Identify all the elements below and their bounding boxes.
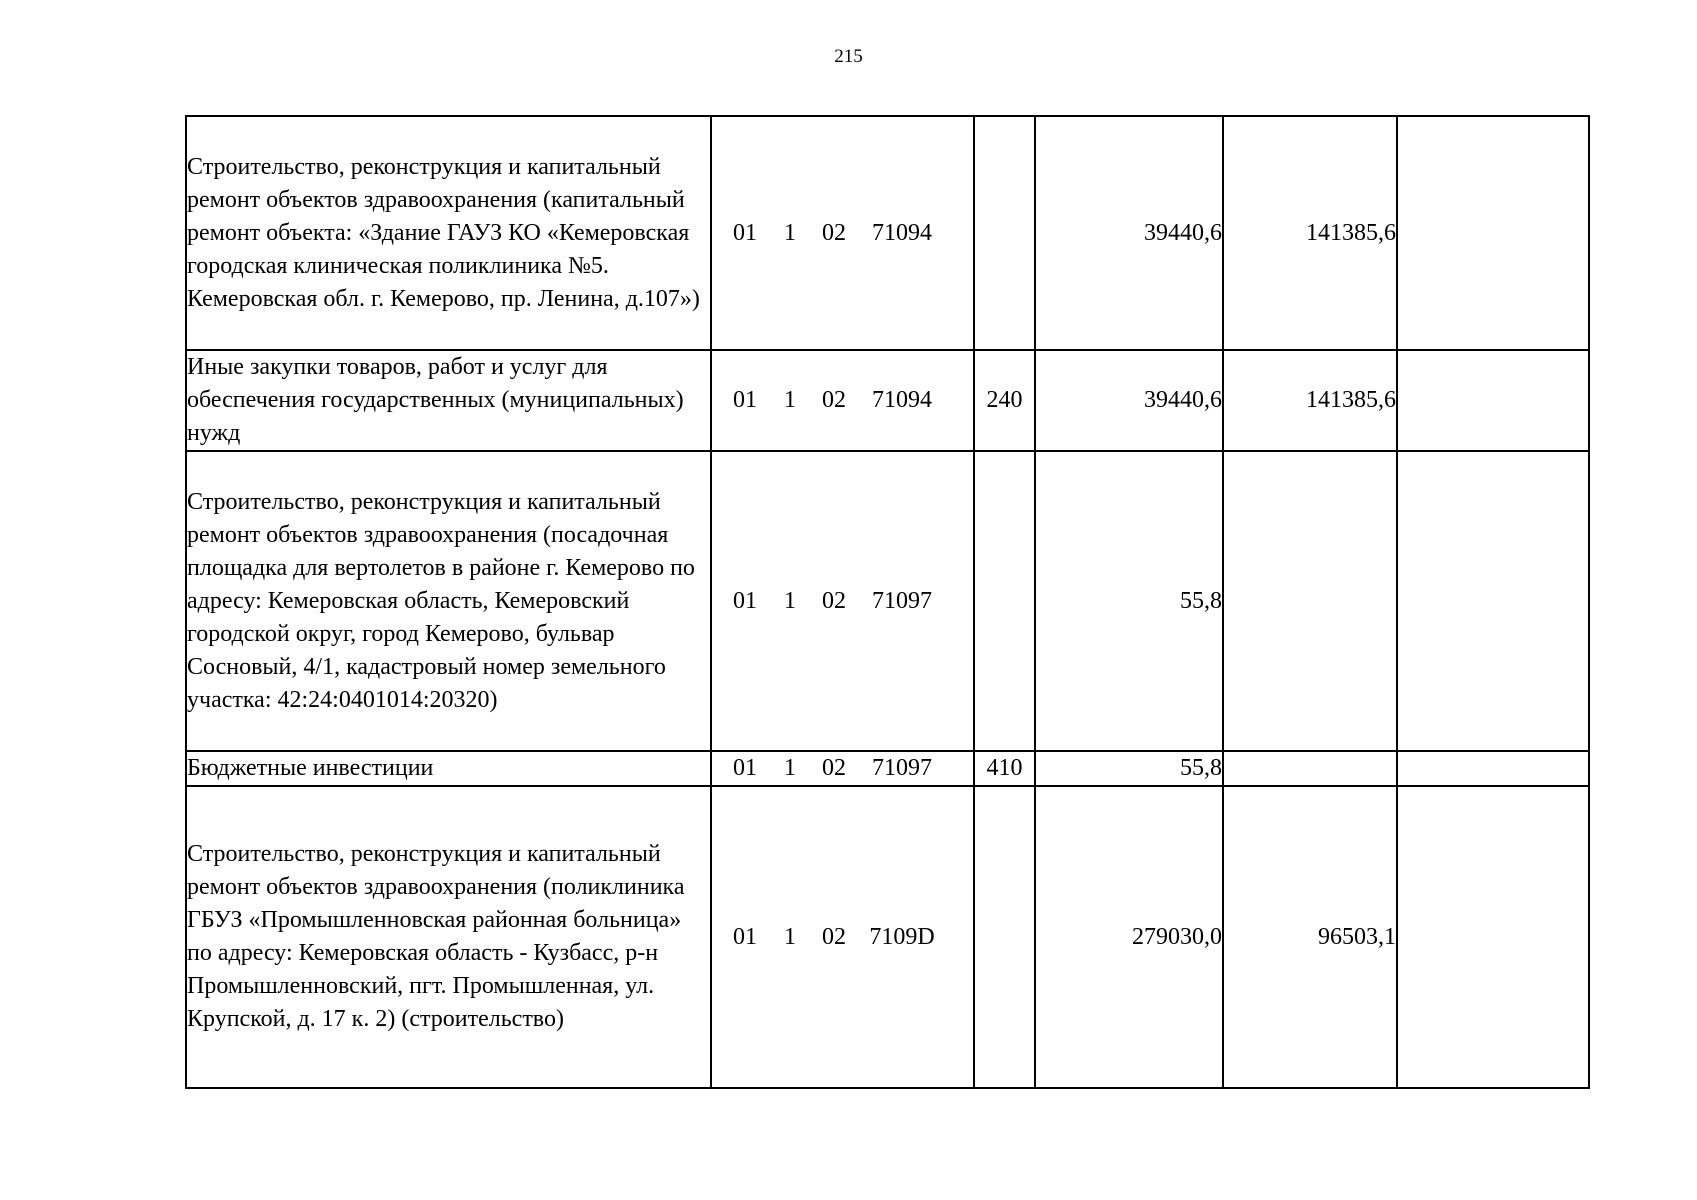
table-row xyxy=(186,350,1589,451)
amount-2: 141385,6 xyxy=(1223,116,1397,350)
amount-2 xyxy=(1223,751,1397,786)
amount-3 xyxy=(1397,116,1589,350)
table-row xyxy=(186,751,1589,786)
subprogram-code: 1 xyxy=(784,587,796,614)
amount-2: 96503,1 xyxy=(1223,786,1397,1088)
main-activity-code: 02 xyxy=(822,387,846,413)
expense-type-code xyxy=(974,451,1035,751)
main-activity-code: 02 xyxy=(822,923,846,950)
subprogram-code: 1 xyxy=(784,387,796,413)
row-description: Строительство, реконструкция и капитальный ремонт объектов здравоохранения (капитальный ремонт объекта: «Здание ГАУЗ КО «Кемеровская городская клиническая поликлиника №5. Кемеровская обл. г. Кемерово, пр. Ленина, д.107») xyxy=(186,116,711,350)
subprogram-code: 1 xyxy=(784,923,796,950)
main-activity-code: 02 xyxy=(822,587,846,614)
direction-code: 71094 xyxy=(872,387,932,413)
page-number: 215 xyxy=(834,46,863,67)
row-description: Бюджетные инвестиции xyxy=(186,751,711,786)
direction-code: 71094 xyxy=(872,219,932,246)
program-code: 01 xyxy=(733,387,757,413)
subprogram-code: 1 xyxy=(784,219,796,246)
amount-3 xyxy=(1397,786,1589,1088)
row-description: Иные закупки товаров, работ и услуг для обеспечения государственных (муниципальных) нужд xyxy=(186,350,711,451)
expense-type-code xyxy=(974,116,1035,350)
direction-code: 7109D xyxy=(869,923,935,950)
amount-1: 55,8 xyxy=(1035,451,1223,751)
subprogram-code: 1 xyxy=(784,755,796,781)
table-row xyxy=(186,451,1589,751)
main-activity-code: 02 xyxy=(822,755,846,781)
row-codes xyxy=(711,451,974,751)
program-code: 01 xyxy=(733,923,757,950)
row-codes xyxy=(711,786,974,1088)
amount-3 xyxy=(1397,751,1589,786)
direction-code: 71097 xyxy=(872,755,932,781)
amount-3 xyxy=(1397,350,1589,451)
expense-type-code xyxy=(974,786,1035,1088)
amount-1: 39440,6 xyxy=(1035,116,1223,350)
expense-type-code: 240 xyxy=(974,350,1035,451)
row-codes xyxy=(711,116,974,350)
expense-type-code: 410 xyxy=(974,751,1035,786)
amount-1: 55,8 xyxy=(1035,751,1223,786)
table-row xyxy=(186,786,1589,1088)
program-code: 01 xyxy=(733,755,757,781)
table-row xyxy=(186,116,1589,350)
amount-2 xyxy=(1223,451,1397,751)
amount-1: 279030,0 xyxy=(1035,786,1223,1088)
row-codes xyxy=(711,751,974,786)
amount-1: 39440,6 xyxy=(1035,350,1223,451)
program-code: 01 xyxy=(733,219,757,246)
budget-table xyxy=(185,115,1590,1089)
amount-3 xyxy=(1397,451,1589,751)
row-codes xyxy=(711,350,974,451)
amount-2: 141385,6 xyxy=(1223,350,1397,451)
row-description: Строительство, реконструкция и капитальный ремонт объектов здравоохранения (посадочная площадка для вертолетов в районе г. Кемерово по адресу: Кемеровская область, Кемеровский городской округ, город Кемерово, бульвар Сосновый, 4/1, кадастровый номер земельного участка: 42:24:0401014:20320) xyxy=(186,451,711,751)
main-activity-code: 02 xyxy=(822,219,846,246)
row-description: Строительство, реконструкция и капитальный ремонт объектов здравоохранения (поликлиника ГБУЗ «Промышленновская районная больница» по адресу: Кемеровская область - Кузбасс, р-н Промышленновский, пгт. Промышленная, ул. Крупской, д. 17 к. 2) (строительство) xyxy=(186,786,711,1088)
direction-code: 71097 xyxy=(872,587,932,614)
program-code: 01 xyxy=(733,587,757,614)
